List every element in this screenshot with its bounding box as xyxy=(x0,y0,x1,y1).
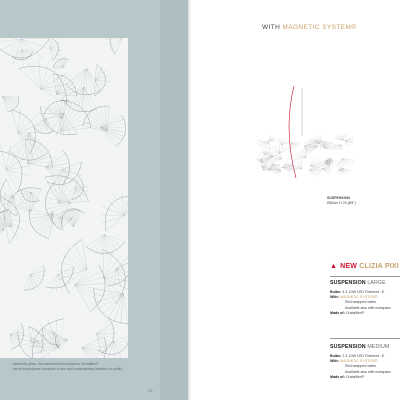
spec-made: Made of: Cristalflex® xyxy=(330,310,365,315)
left-page xyxy=(0,0,188,400)
suspension-label-title: SUSPENSION xyxy=(327,196,350,200)
lamp-illustration xyxy=(248,78,358,208)
spec-title: SUSPENSION LARGE xyxy=(330,280,386,286)
spec-extra: Red wrapped cable xyxy=(345,300,376,305)
spec-extra: Available also with transpare xyxy=(345,369,391,374)
product-name: CLIZIA PIXI xyxy=(359,263,399,270)
divider xyxy=(330,276,400,277)
spec-made: Made of: Cristalflex® xyxy=(330,374,365,379)
new-badge: NEW xyxy=(340,263,358,270)
triangle-arrow-icon: ▲ xyxy=(330,263,338,270)
spec-title: SUSPENSION MEDIUM xyxy=(330,344,390,350)
spec-with: With: MAGNETIC SYSTEM® xyxy=(330,295,378,300)
suspension-dimensions xyxy=(327,196,356,205)
suspension-label-size: Ø52cm H 20 (Ø4") xyxy=(327,200,356,205)
spec-extra: Red wrapped cable xyxy=(345,364,376,369)
caption-line: ...metacrilic glass, the patented technopolymer Cristalflex® xyxy=(10,362,99,366)
heading-accent: MAGNETIC SYSTEM® xyxy=(282,24,357,31)
spec-section-medium xyxy=(330,344,391,380)
spec-extra: Available also with transpare xyxy=(345,305,391,310)
caption-line: ...the technopolymer branches of arts and contemporary interiors for public... xyxy=(10,367,125,371)
heading-plain: WITH xyxy=(262,24,283,31)
spec-section-large xyxy=(330,280,391,316)
page-spine-shadow xyxy=(188,0,191,400)
section-heading xyxy=(262,24,356,31)
texture-art xyxy=(0,38,128,358)
spec-bulbs: Bulbs: 2 X 10W LED Filament - E xyxy=(330,354,385,358)
page-number: 23 xyxy=(148,388,153,393)
divider xyxy=(330,338,400,339)
new-product-title xyxy=(330,263,399,270)
lampshade-icon xyxy=(256,134,354,178)
spec-with: With: MAGNETIC SYSTEM® xyxy=(330,359,378,364)
photo-caption xyxy=(10,362,160,372)
spec-bulbs: Bulbs: 4 X 10W LED Filament - E xyxy=(330,290,385,294)
red-cable-icon xyxy=(289,86,296,178)
product-texture-photo xyxy=(0,38,128,358)
